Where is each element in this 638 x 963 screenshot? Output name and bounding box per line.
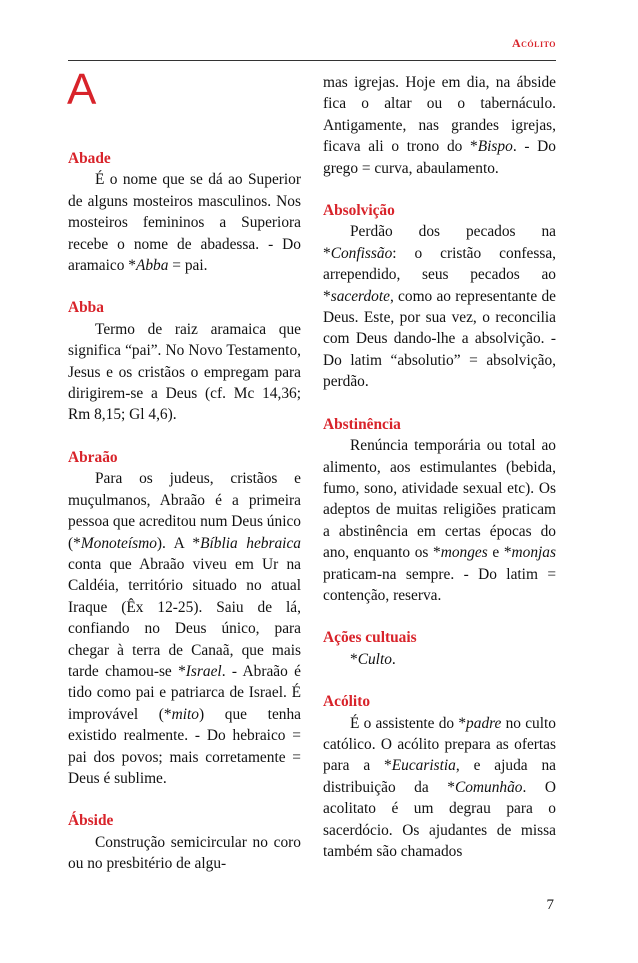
entry-definition: Para os judeus, cristãos e muçulmanos, Abraão é a primeira pessoa que acreditou num Deus único (*Monoteísmo). A *Bíblia hebraica conta que Abraão viveu em Ur na Caldéia, território situado no atual Iraque (Êx 12-25). Saiu de lá, confiando no Deus único, para chegar à terra de Canaã, que mais tarde chamou-se *Israel. - Abraão é tido como pai e patriarca de Israel. É improvável (*mito) que tenha existido realmente. - Do hebraico = pai dos povos; mais corretamente = Deus é sublime. <box>68 470 301 787</box>
entry-term: Abstinência <box>323 415 401 433</box>
italic-ref: monjas <box>511 544 556 562</box>
header-rule <box>68 60 556 61</box>
section-letter: A <box>67 65 97 114</box>
entry-term: Abba <box>68 299 104 317</box>
italic-ref: Comunhão <box>454 778 523 796</box>
entry-gap <box>323 393 556 414</box>
entry-term: Abraão <box>68 448 118 466</box>
entry-definition: É o nome que se dá ao Superior de alguns mosteiros masculinos. Nos mosteiros femininos a Superiora recebe o nome de abadessa. - Do aramaico *Abba = pai. <box>68 171 301 275</box>
right-column <box>323 72 556 862</box>
entry-gap <box>323 670 556 691</box>
entry-definition: Construção semicircular no coro ou no presbitério de algu- <box>68 833 301 873</box>
italic-ref: sacerdote <box>330 287 390 305</box>
italic-ref: Monoteísmo <box>80 534 157 552</box>
page-number: 7 <box>546 897 554 913</box>
italic-ref: Israel <box>185 662 222 680</box>
entry-gap <box>68 426 301 447</box>
entry-term: Absolvição <box>323 202 395 220</box>
entry-gap <box>68 789 301 810</box>
entry-term: Abade <box>68 150 111 167</box>
italic-ref: Abba <box>135 257 169 275</box>
entry-definition: Renúncia temporária ou total ao alimento, aos estimulantes (bebida, fumo, sono, atividade sexual etc). Os adeptos de muitas religiões praticam a abstinência em certas épocas do ano, enquanto os *monges e *monjas praticam-na sempre. - Do latim = contenção, reserva. <box>323 437 556 604</box>
entry-gap <box>323 606 556 627</box>
running-head: Acólito <box>511 36 556 50</box>
italic-ref: monges <box>440 544 488 562</box>
italic-ref: Bispo <box>477 138 513 156</box>
entry-definition: Perdão dos pecados na *Confissão: o cristão confessa, arrependido, seus pecados ao *sacerdote, como ao representante de Deus. Este, por sua vez, o reconcilia com Deus dando-lhe a absolvição. - Do latim “absolutio” = absolvição, perdão. <box>323 223 556 391</box>
entry-definition: *Culto. <box>350 650 396 668</box>
entry-term: Ações cultuais <box>323 629 417 647</box>
italic-ref: padre <box>466 714 502 732</box>
left-column <box>68 148 301 875</box>
entry-gap <box>323 179 556 200</box>
entry-term: Ábside <box>68 812 114 830</box>
entry-definition: É o assistente do *padre no culto católico. O acólito prepara as ofertas para a *Eucaristia, e ajuda na distribuição da *Comunhão. O acolitato é um degrau para o sacerdócio. Os ajudantes de missa também são chamados <box>323 714 556 860</box>
italic-ref: mito <box>171 705 199 723</box>
entry-gap <box>68 276 301 297</box>
italic-ref: Bíblia hebraica <box>200 534 301 552</box>
italic-ref: Confissão <box>330 244 393 262</box>
italic-ref: Eucaristia <box>391 757 456 775</box>
entry-continuation: mas igrejas. Hoje em dia, na ábside fica o altar ou o tabernáculo. Antigamente, nas grandes igrejas, ficava ali o trono do *Bispo. - Do grego = curva, abaulamento. <box>323 74 556 177</box>
italic-ref: Culto <box>357 650 392 668</box>
entry-definition: Termo de raiz aramaica que significa “pai”. No Novo Testamento, Jesus e os cristãos o empregam para dirigirem-se a Deus (cf. Mc 14,36; Rm 8,15; Gl 4,6). <box>68 320 301 424</box>
entry-term: Acólito <box>323 693 371 711</box>
